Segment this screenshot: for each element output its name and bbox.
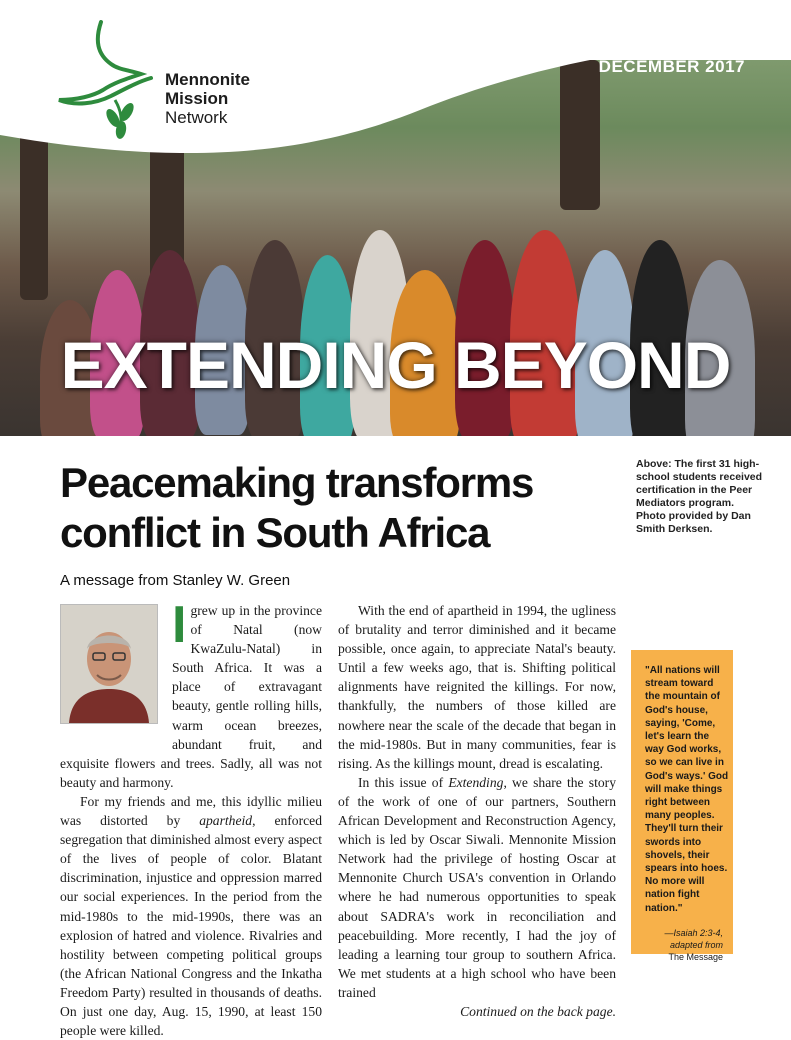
byline: A message from Stanley W. Green bbox=[60, 572, 291, 589]
drop-cap: I bbox=[172, 596, 187, 654]
cover-hero bbox=[0, 0, 791, 436]
brand-name-line1: Mennonite bbox=[165, 70, 250, 89]
scripture-quote-box bbox=[631, 650, 733, 962]
brand-wordmark bbox=[165, 70, 250, 127]
brand-name-line2: Mission bbox=[165, 89, 229, 108]
brand-name-line3: Network bbox=[165, 108, 228, 127]
continued-note: Continued on the back page. bbox=[460, 1003, 616, 1019]
article-column-2 bbox=[338, 601, 616, 1021]
quote-text: "All nations will stream toward the mountain of God's house, saying, 'Come, let's learn the way God works, so we can live in God's ways.' God will make things right between many peoples. They'll turn their swords into shovels, their spears into hoes. No more will nation fight nation." bbox=[645, 665, 729, 914]
article-column-1 bbox=[60, 596, 322, 1040]
article-paragraph-3: With the end of apartheid in 1994, the ugliness of brutality and terror diminished and it became possible, once again, to appreciate Natal's beauty. Until a few weeks ago, that is. Shifting political alignments have reignited the killings. For now, thankfully, the numbers of those killed are nowhere near the scale of the decade that began in the mid-1980s. But in many communities, fear is rising. As the killings mount, dread is escalating. bbox=[338, 603, 616, 771]
masthead-title: EXTENDING BEYOND bbox=[60, 328, 731, 402]
photo-caption: Above: The first 31 high-school students received certification in the Peer Mediators program. Photo provided by Dan Smith Derksen. bbox=[636, 458, 763, 535]
article-paragraph-4: In this issue of Extending, we share the story of the work of one of our partners, Southern African Development and Reconstruction Agency, which is led by Oscar Siwali. Mennonite Mission Network had the privilege of hosting Oscar at Mennonite Church USA's convention in Orlando where he had numerous opportunities to speak about SADRA's work in reconciliation and peacebuilding. More recently, I had the joy of leading a learning tour group to southern Africa. We met students at a high school who have been trained bbox=[338, 774, 616, 1000]
quote-source: —Isaiah 2:3-4, adapted from The Message bbox=[664, 927, 723, 962]
issue-date: DECEMBER 2017 bbox=[598, 57, 745, 76]
article-paragraph-1: grew up in the province of Natal (now KwaZulu-Natal) in South Africa. It was a place of extravagant beauty, gentle rolling hills, warm ocean breezes, abundant fruit, and exquisite flowers and trees. Sadly, all was not beauty and harmony. bbox=[60, 603, 322, 790]
article-headline: Peacemaking transforms conflict in South Africa bbox=[60, 459, 534, 556]
article-paragraph-2: For my friends and me, this idyllic milieu was distorted by apartheid, enforced segregation that diminished almost every aspect of the lives of people of color. Blatant discrimination, injustice and oppression marred our social experiences. In the period from the mid-1980s to the mid-1990s, there was an explosion of hatred and violence. Rivalries and hostility between competing political groups (the African National Congress and the Inkatha Freedom Party) resulted in thousands of deaths. On just one day, Aug. 15, 1990, at least 150 people were killed. bbox=[60, 793, 322, 1039]
dove-with-olive-branch-icon bbox=[55, 20, 165, 140]
